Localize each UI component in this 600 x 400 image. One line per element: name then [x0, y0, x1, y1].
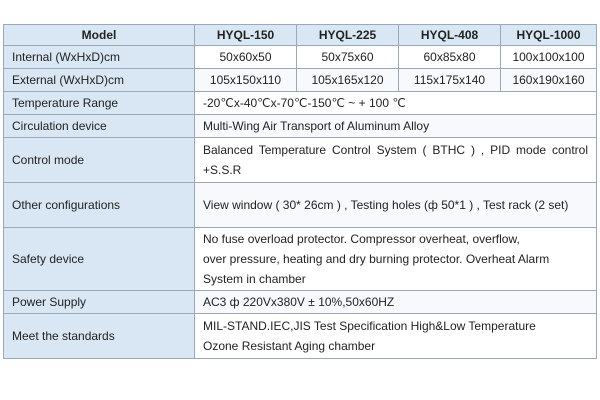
internal-label: Internal (WxHxD)cm — [4, 46, 195, 69]
spec-table-container — [3, 24, 596, 359]
internal-value-1: 50x60x50 — [195, 46, 297, 69]
row-power — [4, 291, 597, 314]
row-safety — [4, 228, 597, 291]
power-label: Power Supply — [4, 291, 195, 314]
control-value: Balanced Temperature Control System ( BTHC ) , PID mode control +S.S.R — [195, 138, 597, 183]
row-circulation — [4, 115, 597, 138]
spec-table — [3, 24, 597, 359]
control-label: Control mode — [4, 138, 195, 183]
other-label: Other configurations — [4, 183, 195, 228]
header-model-1: HYQL-150 — [195, 25, 297, 46]
internal-value-3: 60x85x80 — [399, 46, 501, 69]
header-row — [4, 25, 597, 46]
circulation-value: Multi-Wing Air Transport of Aluminum Alloy — [195, 115, 597, 138]
standards-label: Meet the standards — [4, 314, 195, 359]
external-value-2: 105x165x120 — [297, 69, 399, 92]
external-value-1: 105x150x110 — [195, 69, 297, 92]
safety-line-3: System in chamber — [203, 272, 306, 286]
safety-line-2: over pressure, heating and dry burning protector. Overheat Alarm — [203, 252, 550, 266]
header-model-3: HYQL-408 — [399, 25, 501, 46]
other-value: View window ( 30* 26cm ) , Testing holes (ф 50*1 ) , Test rack (2 set) — [195, 183, 597, 228]
external-value-4: 160x190x160 — [501, 69, 597, 92]
safety-label: Safety device — [4, 228, 195, 291]
row-temperature — [4, 92, 597, 115]
row-standards — [4, 314, 597, 359]
safety-line-1: No fuse overload protector. Compressor overheat, overflow, — [203, 232, 520, 246]
row-external — [4, 69, 597, 92]
standards-line-1: MIL-STAND.IEC,JIS Test Specification High&Low Temperature — [203, 319, 536, 333]
row-other — [4, 183, 597, 228]
row-control — [4, 138, 597, 183]
power-value: AC3 ф 220Vx380V ± 10%,50x60HZ — [195, 291, 597, 314]
standards-line-2: Ozone Resistant Aging chamber — [203, 339, 376, 353]
internal-value-4: 100x100x100 — [501, 46, 597, 69]
standards-value — [195, 314, 597, 359]
internal-value-2: 50x75x60 — [297, 46, 399, 69]
circulation-label: Circulation device — [4, 115, 195, 138]
external-value-3: 115x175x140 — [399, 69, 501, 92]
header-model-2: HYQL-225 — [297, 25, 399, 46]
safety-value — [195, 228, 597, 291]
temperature-value: -20℃x-40℃x-70℃-150℃ ~ + 100 ℃ — [195, 92, 597, 115]
header-model: Model — [4, 25, 195, 46]
external-label: External (WxHxD)cm — [4, 69, 195, 92]
temperature-label: Temperature Range — [4, 92, 195, 115]
row-internal — [4, 46, 597, 69]
header-model-4: HYQL-1000 — [501, 25, 597, 46]
